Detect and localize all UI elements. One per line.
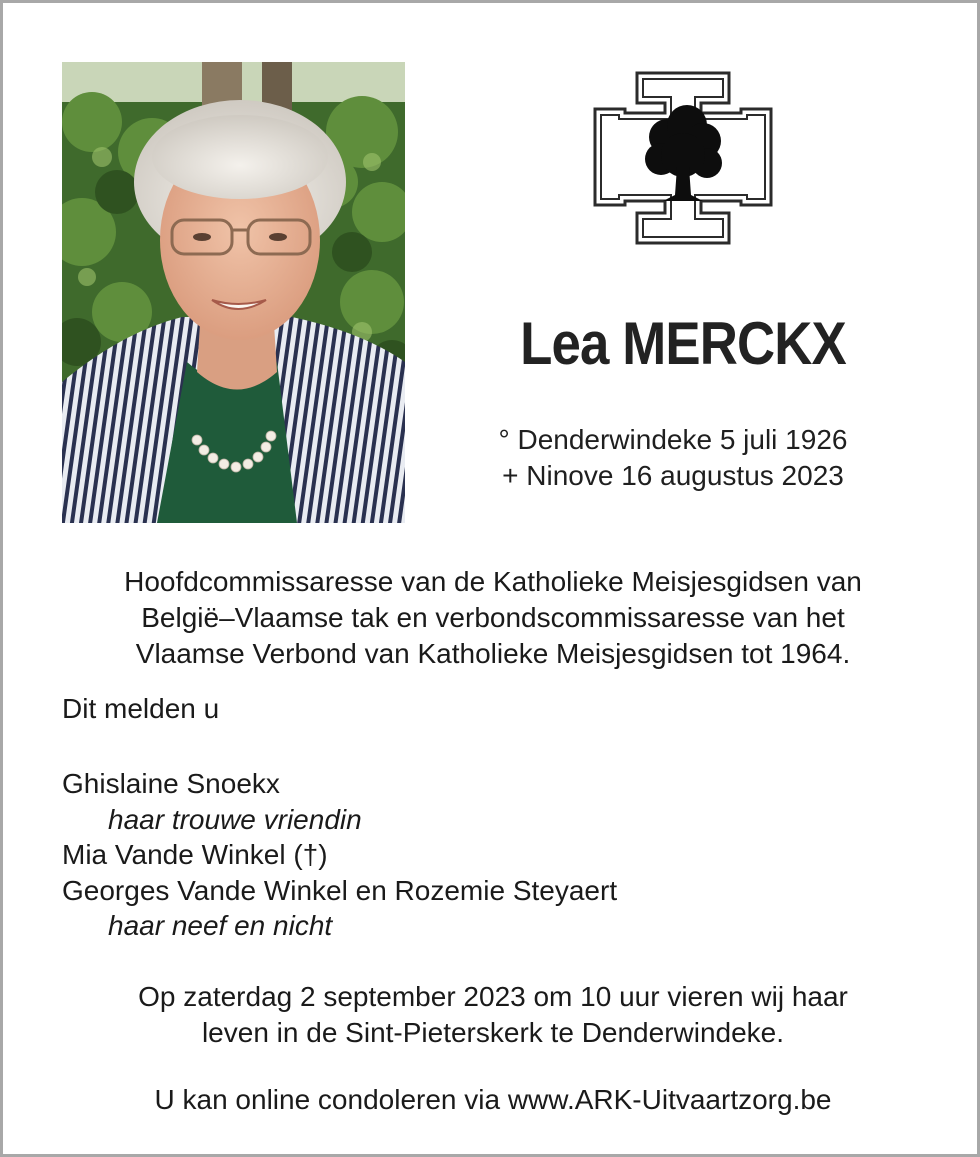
bio-line: België–Vlaamse tak en verbondscommissaresse van het bbox=[141, 602, 845, 633]
announcement-text: Dit melden u bbox=[62, 693, 220, 724]
mourner-name: Georges Vande Winkel en Rozemie Steyaert bbox=[62, 874, 618, 906]
service-info bbox=[43, 979, 943, 1051]
biography bbox=[43, 564, 943, 672]
scout-cross-tree-icon bbox=[591, 67, 776, 249]
mourner-name: Mia Vande Winkel (†) bbox=[62, 839, 328, 870]
birth-date: ° Denderwindeke 5 juli 1926 bbox=[498, 424, 848, 455]
mourner-relation: haar neef en nicht bbox=[108, 910, 333, 941]
service-line: leven in de Sint-Pieterskerk te Denderwindeke. bbox=[201, 1017, 785, 1048]
mourners-list bbox=[62, 766, 617, 944]
mourner-name: Ghislaine Snoekx bbox=[62, 768, 280, 799]
mourner-relation: haar trouwe vriendin bbox=[108, 803, 362, 835]
life-dates bbox=[423, 422, 923, 494]
portrait-photo bbox=[62, 62, 405, 523]
bio-line: Vlaamse Verbond van Katholieke Meisjesgidsen tot 1964. bbox=[135, 638, 851, 669]
service-line: Op zaterdag 2 september 2023 om 10 uur vieren wij haar bbox=[138, 981, 848, 1012]
death-date: + Ninove 16 augustus 2023 bbox=[502, 460, 844, 491]
deceased-name: Lea MERCKX bbox=[520, 310, 846, 377]
bio-line: Hoofdcommissaresse van de Katholieke Meisjesgidsen van bbox=[124, 566, 862, 597]
online-condolence-text: U kan online condoleren via www.ARK-Uitvaartzorg.be bbox=[154, 1084, 832, 1115]
